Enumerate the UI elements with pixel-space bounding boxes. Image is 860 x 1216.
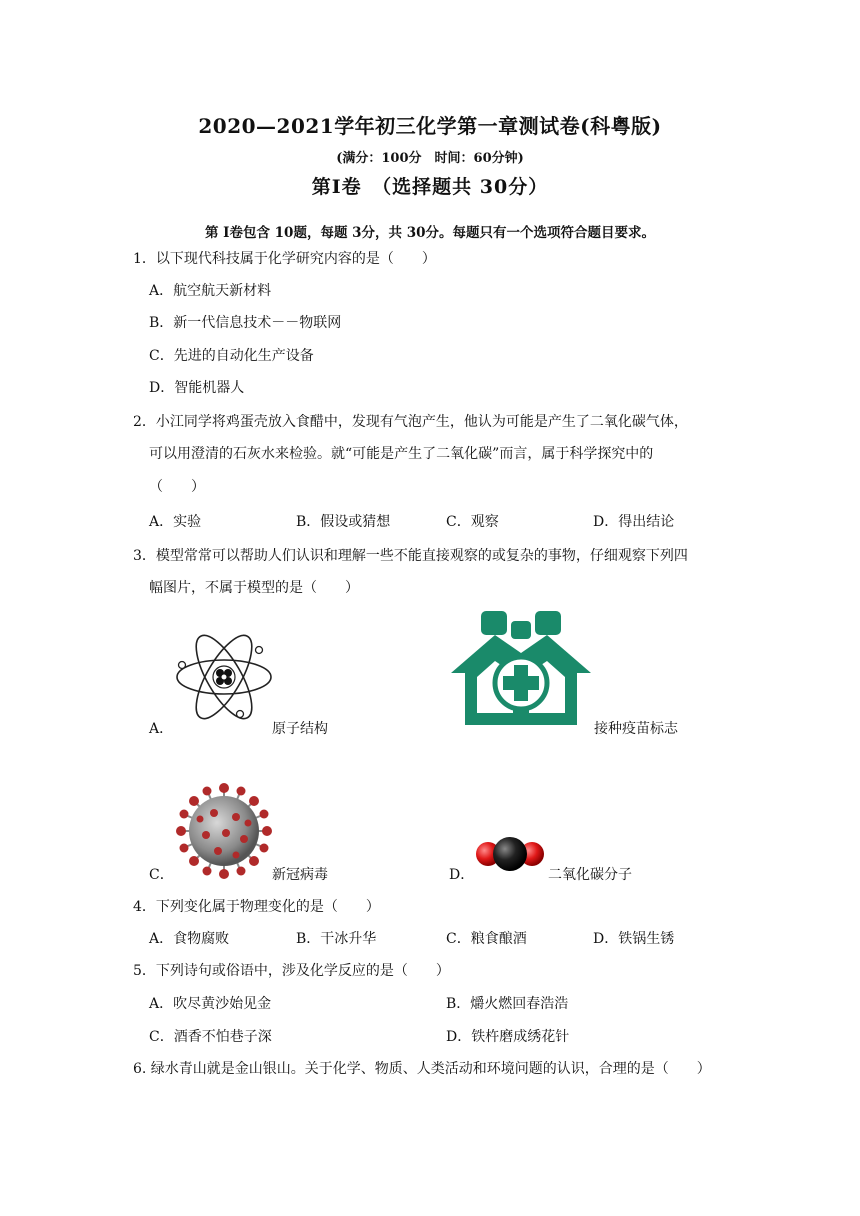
question-2-stem-line-1: 2．小江同学将鸡蛋壳放入食醋中，发现有气泡产生，他认为可能是产生了二氧化碳气体， xyxy=(133,414,688,430)
section-instructions: 第 Ⅰ卷包含 10题，每题 3分，共 30分。每题只有一个选项符合题目要求。 xyxy=(204,225,656,241)
question-4-option-a: A．食物腐败 xyxy=(149,931,230,947)
question-1-option-d: D．智能机器人 xyxy=(149,380,245,396)
question-2-option-a: A．实验 xyxy=(149,514,202,530)
co2-molecule-image xyxy=(475,834,545,874)
question-6-stem: 6. 绿水青山就是金山银山。关于化学、物质、人类活动和环境问题的认识，合理的是（ ） xyxy=(133,1061,711,1077)
question-4-option-d: D．铁锅生锈 xyxy=(593,931,675,947)
question-5-option-a: A．吹尽黄沙始见金 xyxy=(149,996,272,1012)
question-1-option-c: C．先进的自动化生产设备 xyxy=(149,348,314,364)
question-5-option-c: C．酒香不怕巷子深 xyxy=(149,1029,272,1045)
question-3-option-d-letter: D． xyxy=(449,867,475,883)
question-3-option-a-label: 原子结构 xyxy=(272,721,328,737)
vaccination-sign-image xyxy=(451,609,591,727)
section-heading: 第Ⅰ卷 （选择题共 30分） xyxy=(311,176,549,198)
document-subtitle: (满分：100分 时间：60分钟) xyxy=(336,151,524,166)
question-2-option-c: C．观察 xyxy=(446,514,499,530)
question-2-option-b: B．假设或猜想 xyxy=(296,514,391,530)
question-5-stem: 5．下列诗句或俗语中，涉及化学反应的是（ ） xyxy=(133,963,450,979)
question-2-answer-blank: （ ） xyxy=(149,479,205,495)
question-3-option-b-label: 接种疫苗标志 xyxy=(594,721,678,737)
question-3-option-c-label: 新冠病毒 xyxy=(272,867,328,883)
question-5-option-d: D．铁杵磨成绣花针 xyxy=(446,1029,570,1045)
question-3-option-a-letter: A． xyxy=(149,721,174,737)
question-1-option-b: B．新一代信息技术－－物联网 xyxy=(149,315,342,331)
question-1-stem: 1．以下现代科技属于化学研究内容的是（ ） xyxy=(133,251,436,267)
question-4-option-c: C．粮食酿酒 xyxy=(446,931,527,947)
question-5-option-b: B．爝火燃回春浩浩 xyxy=(446,996,569,1012)
question-3-stem-line-1: 3．模型常常可以帮助人们认识和理解一些不能直接观察的或复杂的事物，仔细观察下列四 xyxy=(133,548,688,564)
question-2-stem-line-2: 可以用澄清的石灰水来检验。就“可能是产生了二氧化碳”而言，属于科学探究中的 xyxy=(149,446,654,462)
document-title: 2020—2021学年初三化学第一章测试卷(科粤版) xyxy=(198,114,662,138)
question-4-stem: 4．下列变化属于物理变化的是（ ） xyxy=(133,899,380,915)
question-1-option-a: A．航空航天新材料 xyxy=(149,283,272,299)
question-3-option-c-letter: C． xyxy=(149,867,174,883)
question-4-option-b: B．干冰升华 xyxy=(296,931,377,947)
atom-structure-image xyxy=(174,622,274,732)
question-3-stem-line-2: 幅图片，不属于模型的是（ ） xyxy=(149,580,359,596)
coronavirus-image xyxy=(176,783,272,879)
question-2-option-d: D．得出结论 xyxy=(593,514,675,530)
question-3-option-d-label: 二氧化碳分子 xyxy=(548,867,632,883)
